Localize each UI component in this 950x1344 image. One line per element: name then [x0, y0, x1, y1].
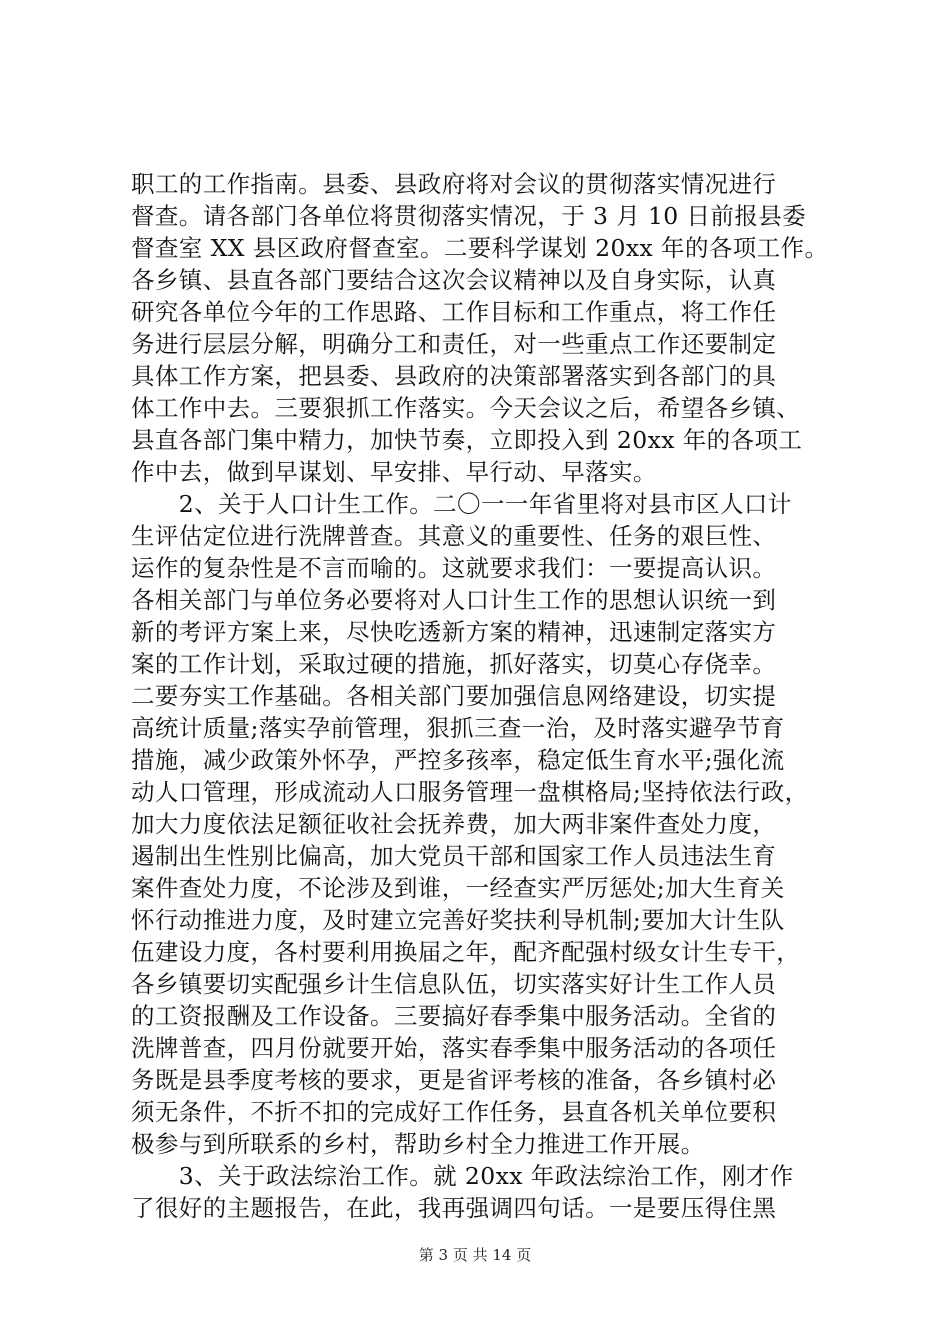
text-line: 伍建设力度，各村要利用换届之年，配齐配强村级女计生专干，: [131, 938, 801, 966]
text-line: 生评估定位进行洗牌普查。其意义的重要性、任务的艰巨性、: [131, 522, 777, 550]
text-line: 案的工作计划，采取过硬的措施，抓好落实，切莫心存侥幸。: [131, 650, 777, 678]
text-line: 务进行层层分解，明确分工和责任，对一些重点工作还要制定: [131, 330, 777, 358]
text-line: 遏制出生性别比偏高，加大党员干部和国家工作人员违法生育: [131, 842, 777, 870]
text-line: 加大力度依法足额征收社会抚养费，加大两非案件查处力度，: [131, 810, 777, 838]
page-number-footer: 第 3 页 共 14 页: [418, 1246, 532, 1264]
text-line: 督查室 XX 县区政府督查室。二要科学谋划 20xx 年的各项工作。: [131, 234, 829, 262]
text-line: 各乡镇、县直各部门要结合这次会议精神以及自身实际，认真: [131, 266, 777, 294]
text-line: 二要夯实工作基础。各相关部门要加强信息网络建设，切实提: [131, 682, 777, 710]
text-line: 动人口管理，形成流动人口服务管理一盘棋格局;坚持依法行政，: [131, 778, 809, 806]
text-line: 2、关于人口计生工作。二〇一一年省里将对县市区人口计: [131, 490, 792, 518]
text-line: 新的考评方案上来，尽快吃透新方案的精神，迅速制定落实方: [131, 618, 777, 646]
text-line: 高统计质量;落实孕前管理，狠抓三查一治，及时落实避孕节育: [131, 714, 785, 742]
text-line: 各相关部门与单位务必要将对人口计生工作的思想认识统一到: [131, 586, 777, 614]
text-line: 洗牌普查，四月份就要开始，落实春季集中服务活动的各项任: [131, 1034, 777, 1062]
text-line: 怀行动推进力度，及时建立完善好奖扶利导机制;要加大计生队: [131, 906, 785, 934]
text-line: 措施，减少政策外怀孕，严控多孩率，稳定低生育水平;强化流: [131, 746, 785, 774]
text-line: 3、关于政法综治工作。就 20xx 年政法综治工作，刚才作: [131, 1162, 794, 1190]
text-line: 具体工作方案，把县委、县政府的决策部署落实到各部门的具: [131, 362, 777, 390]
text-line: 极参与到所联系的乡村，帮助乡村全力推进工作开展。: [131, 1130, 705, 1158]
text-line: 体工作中去。三要狠抓工作落实。今天会议之后，希望各乡镇、: [131, 394, 801, 422]
text-line: 职工的工作指南。县委、县政府将对会议的贯彻落实情况进行: [131, 170, 777, 198]
body-text: [131, 168, 831, 1224]
text-line: 督查。请各部门各单位将贯彻落实情况，于 3 月 10 日前报县委: [131, 202, 807, 230]
text-line: 须无条件，不折不扣的完成好工作任务，县直各机关单位要积: [131, 1098, 777, 1126]
text-line: 了很好的主题报告，在此，我再强调四句话。一是要压得住黑: [131, 1194, 777, 1222]
text-line: 的工资报酬及工作设备。三要搞好春季集中服务活动。全省的: [131, 1002, 777, 1030]
text-line: 运作的复杂性是不言而喻的。这就要求我们：一要提高认识。: [131, 554, 777, 582]
text-line: 各乡镇要切实配强乡计生信息队伍，切实落实好计生工作人员: [131, 970, 777, 998]
text-line: 研究各单位今年的工作思路、工作目标和工作重点，将工作任: [131, 298, 777, 326]
text-line: 案件查处力度，不论涉及到谁，一经查实严厉惩处;加大生育关: [131, 874, 785, 902]
text-line: 县直各部门集中精力，加快节奏，立即投入到 20xx 年的各项工: [131, 426, 803, 454]
text-line: 作中去，做到早谋划、早安排、早行动、早落实。: [131, 458, 657, 486]
text-line: 务既是县季度考核的要求，更是省评考核的准备，各乡镇村必: [131, 1066, 777, 1094]
